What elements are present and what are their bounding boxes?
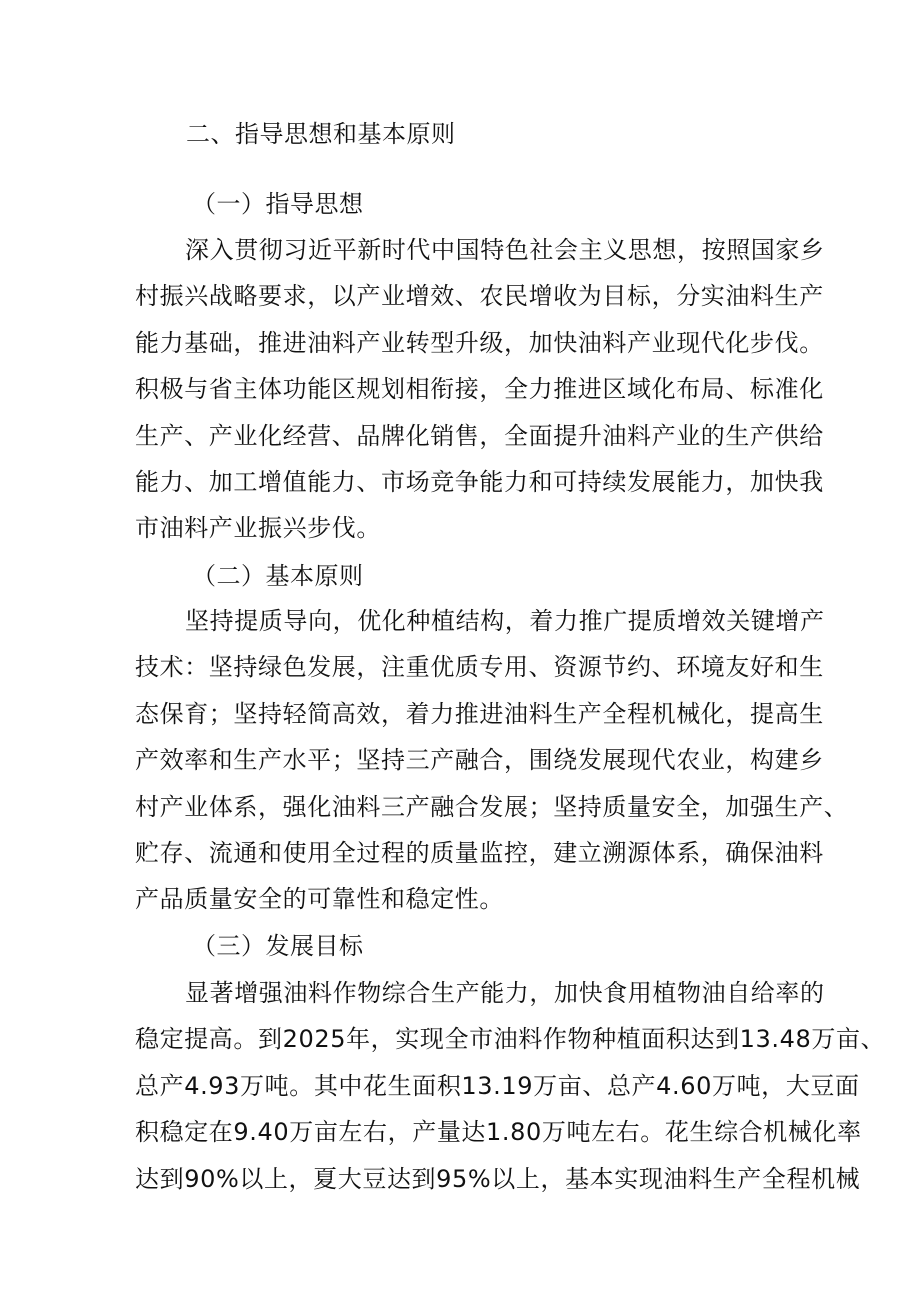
paragraph-line: 达到90%以上，夏大豆达到95%以上，基本实现油料生产全程机械 [135,1164,861,1193]
paragraph-line: 稳定提高。到2025年，实现全市油料作物种植面积达到13.48万亩、 [135,1025,886,1054]
paragraph-guiding-ideology [135,227,825,552]
paragraph-line: 生产、产业化经营、品牌化销售，全面提升油料产业的生产供给 [135,421,824,450]
subsection-heading-development-goals: （三）发展目标 [192,932,364,960]
paragraph-line: 产品质量安全的可靠性和稳定性。 [135,885,504,914]
paragraph-line: 贮存、流通和使用全过程的质量监控，建立溯源体系，确保油料 [135,838,824,867]
paragraph-line: 坚持提质导向，优化种植结构，着力推广提质增效关键增产 [185,607,825,635]
paragraph-line: 态保育；坚持轻简高效，着力推进油料生产全程机械化，提高生 [135,699,824,728]
paragraph-line: 深入贯彻习近平新时代中国特色社会主义思想，按照国家乡 [185,236,825,264]
subsection-heading-basic-principles: （二）基本原则 [192,562,364,590]
paragraph-line: 技术：坚持绿色发展，注重优质专用、资源节约、环境友好和生 [135,653,824,682]
section-heading: 二、指导思想和基本原则 [186,120,456,148]
paragraph-line: 村产业体系，强化油料三产融合发展；坚持质量安全，加强生产、 [135,792,849,821]
paragraph-line: 积极与省主体功能区规划相衔接，全力推进区域化布局、标准化 [135,375,824,404]
paragraph-line: 能力基础，推进油料产业转型升级，加快油料产业现代化步伐。 [135,328,824,357]
paragraph-line: 市油料产业振兴步伐。 [135,514,381,543]
paragraph-basic-principles [135,598,849,923]
paragraph-line: 能力、加工增值能力、市场竞争能力和可持续发展能力，加快我 [135,467,824,496]
paragraph-line: 村振兴战略要求，以产业增效、农民增收为目标，分实油料生产 [135,282,824,311]
paragraph-line: 显著增强油料作物综合生产能力，加快食用植物油自给率的 [185,979,825,1007]
paragraph-development-goals [135,970,886,1202]
paragraph-line: 积稳定在9.40万亩左右，产量达1.80万吨左右。花生综合机械化率 [135,1118,862,1147]
paragraph-line: 产效率和生产水平；坚持三产融合，围绕发展现代农业，构建乡 [135,746,824,775]
paragraph-line: 总产4.93万吨。其中花生面积13.19万亩、总产4.60万吨，大豆面 [135,1071,860,1100]
subsection-heading-guiding-ideology: （一）指导思想 [192,190,364,218]
